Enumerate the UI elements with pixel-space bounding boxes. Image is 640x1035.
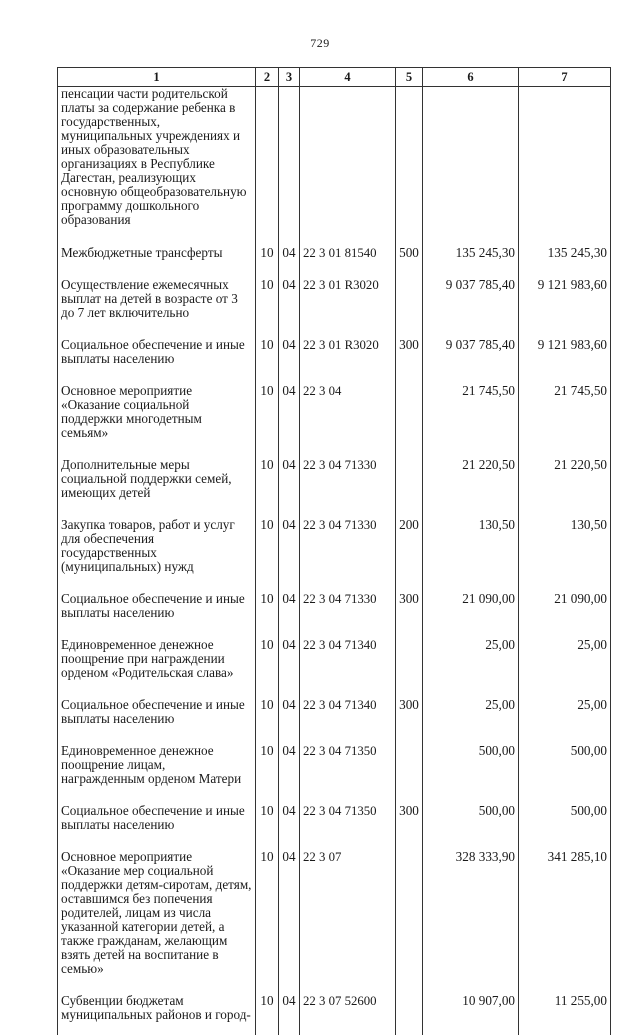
row-amount-1: 21 745,50 [423,379,519,453]
header-col-6: 6 [423,68,519,87]
row-amount-2: 21 090,00 [519,587,611,633]
table-row [58,453,611,513]
row-subsection: 04 [279,273,300,333]
header-col-5: 5 [396,68,423,87]
row-amount-1: 9 037 785,40 [423,333,519,379]
row-target-code: 22 3 01 81540 [300,241,396,273]
row-subsection: 04 [279,453,300,513]
row-section: 10 [256,989,279,1035]
budget-table [57,67,611,1035]
row-expense-type [396,845,423,989]
row-amount-2: 130,50 [519,513,611,587]
row-target-code: 22 3 04 [300,379,396,453]
row-subsection: 04 [279,633,300,693]
row-subsection: 04 [279,333,300,379]
table-row [58,241,611,273]
table-row [58,845,611,989]
row-subsection: 04 [279,587,300,633]
row-section: 10 [256,587,279,633]
row-expense-type [396,87,423,242]
row-name: Дополнительные меры социальной поддержки семей, имеющих детей [58,453,256,513]
row-amount-1: 500,00 [423,739,519,799]
row-amount-1: 25,00 [423,633,519,693]
row-target-code: 22 3 04 71330 [300,453,396,513]
row-amount-1: 500,00 [423,799,519,845]
row-amount-2 [519,87,611,242]
row-subsection [279,87,300,242]
table-row [58,587,611,633]
row-name: Социальное обеспечение и иные выплаты населению [58,693,256,739]
row-expense-type: 300 [396,799,423,845]
row-subsection: 04 [279,513,300,587]
table-row [58,87,611,242]
row-expense-type: 200 [396,513,423,587]
row-expense-type [396,453,423,513]
page-number: 729 [0,36,640,51]
row-section: 10 [256,379,279,453]
row-expense-type [396,379,423,453]
row-target-code [300,87,396,242]
row-subsection: 04 [279,379,300,453]
row-section: 10 [256,633,279,693]
row-amount-2: 341 285,10 [519,845,611,989]
row-amount-1: 135 245,30 [423,241,519,273]
row-expense-type [396,739,423,799]
row-amount-1: 328 333,90 [423,845,519,989]
row-target-code: 22 3 07 52600 [300,989,396,1035]
row-name: Социальное обеспечение и иные выплаты населению [58,587,256,633]
row-name: пенсации части родительской платы за содержание ребенка в государственных, муниципальных учреждениях и иных образовательных организациях в Республике Дагестан, реализующих основную общеобразовательную программу дошкольного образования [58,87,256,242]
row-target-code: 22 3 04 71340 [300,693,396,739]
row-expense-type [396,273,423,333]
row-amount-1: 21 090,00 [423,587,519,633]
row-section: 10 [256,453,279,513]
row-name: Социальное обеспечение и иные выплаты населению [58,333,256,379]
row-section: 10 [256,333,279,379]
row-target-code: 22 3 01 R3020 [300,333,396,379]
row-target-code: 22 3 04 71350 [300,799,396,845]
row-amount-2: 11 255,00 [519,989,611,1035]
table-row [58,989,611,1035]
row-expense-type: 300 [396,693,423,739]
row-expense-type [396,633,423,693]
table-row [58,273,611,333]
header-col-4: 4 [300,68,396,87]
table-row [58,799,611,845]
row-amount-1: 130,50 [423,513,519,587]
table-row [58,379,611,453]
row-target-code: 22 3 04 71330 [300,587,396,633]
row-target-code: 22 3 07 [300,845,396,989]
table-header [58,68,611,87]
row-amount-1 [423,87,519,242]
row-section: 10 [256,513,279,587]
row-subsection: 04 [279,989,300,1035]
row-section: 10 [256,273,279,333]
row-name: Межбюджетные трансферты [58,241,256,273]
row-section [256,87,279,242]
header-col-7: 7 [519,68,611,87]
row-amount-1: 21 220,50 [423,453,519,513]
row-subsection: 04 [279,241,300,273]
row-target-code: 22 3 04 71340 [300,633,396,693]
row-expense-type: 300 [396,333,423,379]
row-name: Единовременное денежное поощрение лицам, награжденным орденом Матери [58,739,256,799]
row-subsection: 04 [279,693,300,739]
row-name: Осуществление ежемесячных выплат на детей в возрасте от 3 до 7 лет включительно [58,273,256,333]
row-expense-type [396,989,423,1035]
row-amount-2: 21 220,50 [519,453,611,513]
row-subsection: 04 [279,739,300,799]
row-subsection: 04 [279,799,300,845]
row-name: Единовременное денежное поощрение при награждении орденом «Родительская слава» [58,633,256,693]
row-target-code: 22 3 04 71330 [300,513,396,587]
row-amount-2: 500,00 [519,739,611,799]
table-row [58,633,611,693]
row-name: Субвенции бюджетам муниципальных районов и город- [58,989,256,1035]
row-name: Закупка товаров, работ и услуг для обеспечения государственных (муниципальных) нужд [58,513,256,587]
row-target-code: 22 3 01 R3020 [300,273,396,333]
table-row [58,739,611,799]
row-section: 10 [256,845,279,989]
row-amount-2: 25,00 [519,633,611,693]
row-section: 10 [256,241,279,273]
header-col-3: 3 [279,68,300,87]
table-row [58,693,611,739]
row-amount-1: 9 037 785,40 [423,273,519,333]
row-target-code: 22 3 04 71350 [300,739,396,799]
table-body [58,87,611,1035]
row-amount-2: 9 121 983,60 [519,333,611,379]
row-amount-2: 500,00 [519,799,611,845]
row-name: Основное мероприятие «Оказание социальной поддержки многодетным семьям» [58,379,256,453]
row-amount-2: 9 121 983,60 [519,273,611,333]
row-expense-type: 500 [396,241,423,273]
row-section: 10 [256,739,279,799]
row-amount-1: 25,00 [423,693,519,739]
row-section: 10 [256,799,279,845]
row-name: Социальное обеспечение и иные выплаты населению [58,799,256,845]
header-row [58,68,611,87]
row-amount-2: 25,00 [519,693,611,739]
row-subsection: 04 [279,845,300,989]
header-col-1: 1 [58,68,256,87]
row-amount-2: 135 245,30 [519,241,611,273]
row-amount-2: 21 745,50 [519,379,611,453]
row-section: 10 [256,693,279,739]
row-name: Основное мероприятие «Оказание мер социальной поддержки детям-сиротам, детям, оставшимся без попечения родителей, лицам из числа указанной категории детей, а также гражданам, желающим взять детей на воспитание в семью» [58,845,256,989]
header-col-2: 2 [256,68,279,87]
table-row [58,513,611,587]
table-row [58,333,611,379]
row-amount-1: 10 907,00 [423,989,519,1035]
row-expense-type: 300 [396,587,423,633]
